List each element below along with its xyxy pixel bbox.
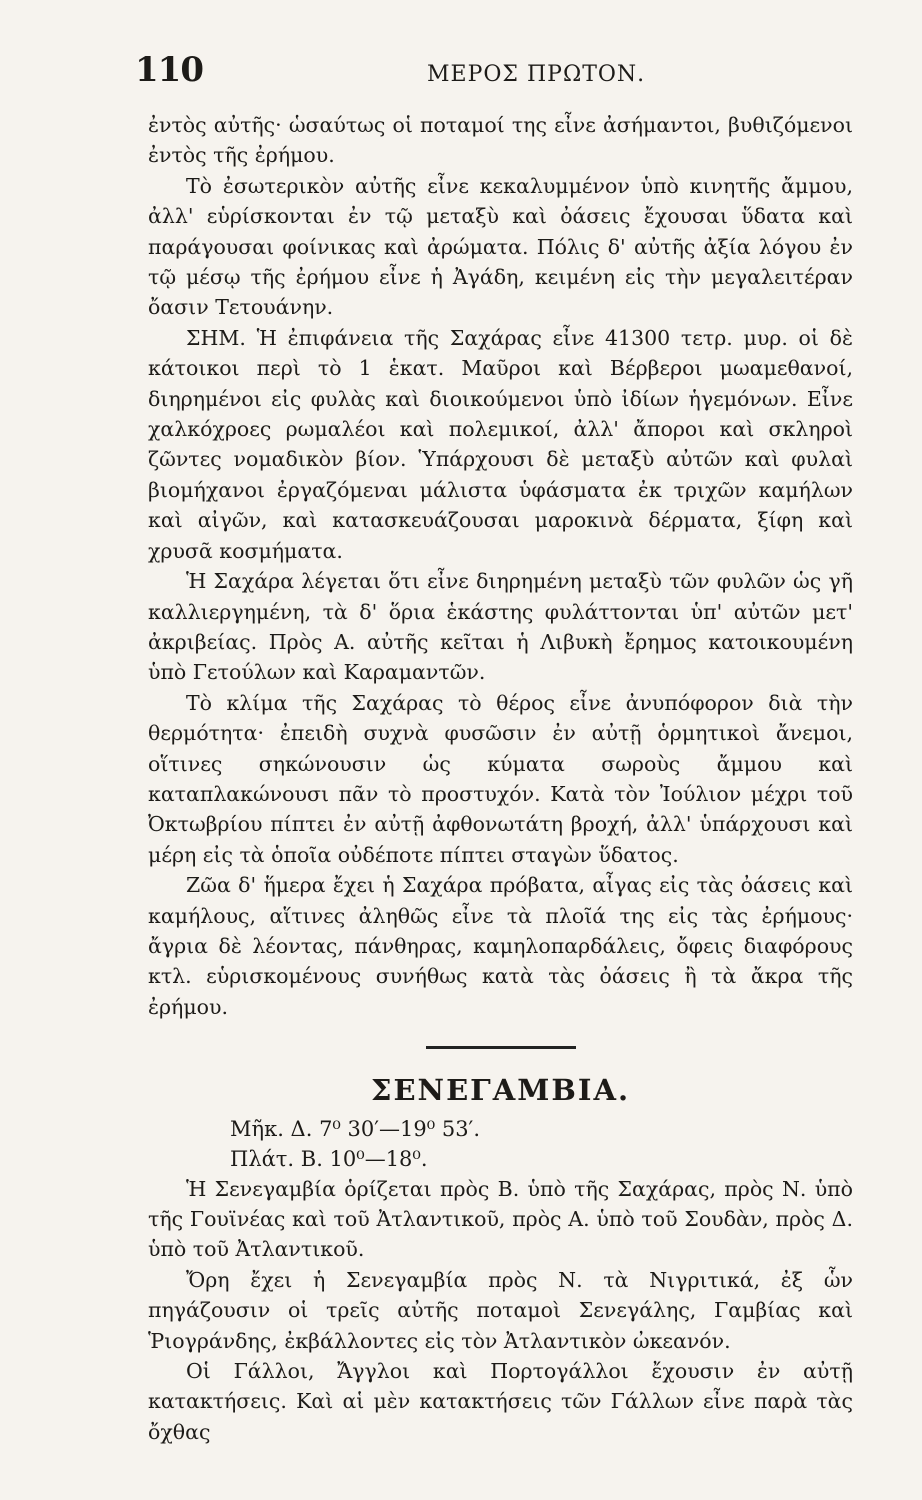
page-body — [148, 110, 853, 1447]
latitude-line: Πλάτ. Β. 10⁰—18⁰. — [230, 1146, 428, 1171]
page-number: 110 — [135, 50, 203, 90]
longitude-line: Μῆκ. Δ. 7⁰ 30′—19⁰ 53′. — [230, 1116, 481, 1141]
paragraph-interior: Τὸ ἐσωτερικὸν αὐτῆς εἶνε κεκαλυμμένον ὑπὸ κινητῆς ἄμμου, ἀλλ' εὑρίσκονται ἐν τῷ μεταξὺ καὶ ὀάσεις ἔχουσαι ὕδατα καὶ παράγουσαι φοίνικας καὶ ἀρώματα. Πόλις δ' αὐτῆς ἀξία λόγου ἐν τῷ μέσῳ τῆς ἐρήμου εἶνε ἡ Ἀγάδη, κειμένη εἰς τὴν μεγαλειτέραν ὄασιν Τετουάνην. — [148, 173, 853, 320]
paragraph-animals: Ζῶα δ' ἥμερα ἔχει ἡ Σαχάρα πρόβατα, αἶγας εἰς τὰς ὀάσεις καὶ καμήλους, αἵτινες ἀληθῶς εἶνε τὰ πλοῖά της εἰς τὰς ἐρήμους· ἄγρια δὲ λέοντας, πάνθηρας, καμηλοπαρδάλεις, ὄφεις διαφόρους κτλ. εὑρισκομένους συνήθως κατὰ τὰς ὀάσεις ἢ τὰ ἄκρα τῆς ἐρήμου. — [148, 873, 853, 1019]
running-head: ΜΕΡΟΣ ΠΡΩΤΟΝ. — [427, 62, 646, 87]
section-title: ΣΕΝΕΓΑΜΒΙΑ. — [370, 1073, 631, 1108]
paragraph-continuation: ἐντὸς αὐτῆς· ὡσαύτως οἱ ποταμοί της εἶνε ἀσήμαντοι, βυθιζόμενοι ἐντὸς τῆς ἐρήμου. — [148, 113, 853, 168]
paragraph-mountains: Ὄρη ἔχει ἡ Σενεγαμβία πρὸς Ν. τὰ Νιγριτικά, ἐξ ὧν πηγάζουσιν οἱ τρεῖς αὐτῆς ποταμοὶ Σενεγάλης, Γαμβίας καὶ Ῥιογράνδης, ἐκβάλλοντες εἰς τὸν Ἀτλαντικὸν ὠκεανόν. — [148, 1267, 853, 1353]
paragraph-note: ΣΗΜ. Ἡ ἐπιφάνεια τῆς Σαχάρας εἶνε 41300 τετρ. μυρ. οἱ δὲ κάτοικοι περὶ τὸ 1 ἑκατ. Μαῦροι καὶ Βέρβεροι μωαμεθανοί, διηρημένοι εἰς φυλὰς καὶ διοικούμενοι ὑπὸ ἰδίων ἡγεμόνων. Εἶνε χαλκόχροες ρωμαλέοι καὶ πολεμικοί, ἀλλ' ἄποροι καὶ σκληροὶ ζῶντες νομαδικὸν βίον. Ὑπάρχουσι δὲ μεταξὺ αὐτῶν καὶ φυλαὶ βιομήχανοι ἐργαζόμεναι μάλιστα ὑφάσματα ἐκ τριχῶν καμήλων καὶ αἰγῶν, καὶ κατασκευάζουσαι μαροκινὰ δέρματα, ξίφη καὶ χρυσᾶ κοσμήματα. — [148, 325, 853, 563]
paragraph-division: Ἡ Σαχάρα λέγεται ὅτι εἶνε διηρημένη μεταξὺ τῶν φυλῶν ὡς γῆ καλλιεργημένη, τὰ δ' ὅρια ἑκάστης φυλάττονται ὑπ' αὐτῶν μετ' ἀκριβείας. Πρὸς Α. αὐτῆς κεῖται ἡ Λιβυκὴ ἔρημος κατοικουμένη ὑπὸ Γετούλων καὶ Καραμαντῶν. — [148, 569, 853, 685]
section-divider — [426, 1046, 576, 1049]
page-header — [135, 50, 852, 90]
paragraph-climate: Τὸ κλίμα τῆς Σαχάρας τὸ θέρος εἶνε ἀνυπόφορον διὰ τὴν θερμότητα· ἐπειδὴ συχνὰ φυσῶσιν ἐν αὐτῇ ὁρμητικοὶ ἄνεμοι, οἵτινες σηκώνουσιν ὡς κύματα σωροὺς ἄμμου καὶ καταπλακώνουσι πᾶν τὸ προστυχόν. Κατὰ τὸν Ἰούλιον μέχρι τοῦ Ὀκτωβρίου πίπτει ἐν αὐτῇ ἀφθονωτάτη βροχή, ἀλλ' ὑπάρχουσι καὶ μέρη εἰς τὰ ὁποῖα οὐδέποτε πίπτει σταγὼν ὕδατος. — [148, 690, 853, 867]
paragraph-borders: Ἡ Σενεγαμβία ὁρίζεται πρὸς Β. ὑπὸ τῆς Σαχάρας, πρὸς Ν. ὑπὸ τῆς Γουϊνέας καὶ τοῦ Ἀτλαντικοῦ, πρὸς Α. ὑπὸ τοῦ Σουδὰν, πρὸς Δ. ὑπὸ τοῦ Ἀτλαντικοῦ. — [148, 1176, 853, 1262]
paragraph-possessions: Οἱ Γάλλοι, Ἄγγλοι καὶ Πορτογάλλοι ἔχουσιν ἐν αὐτῇ κατακτήσεις. Καὶ αἱ μὲν κατακτήσεις τῶν Γάλλων εἶνε παρὰ τὰς ὄχθας — [148, 1359, 853, 1444]
